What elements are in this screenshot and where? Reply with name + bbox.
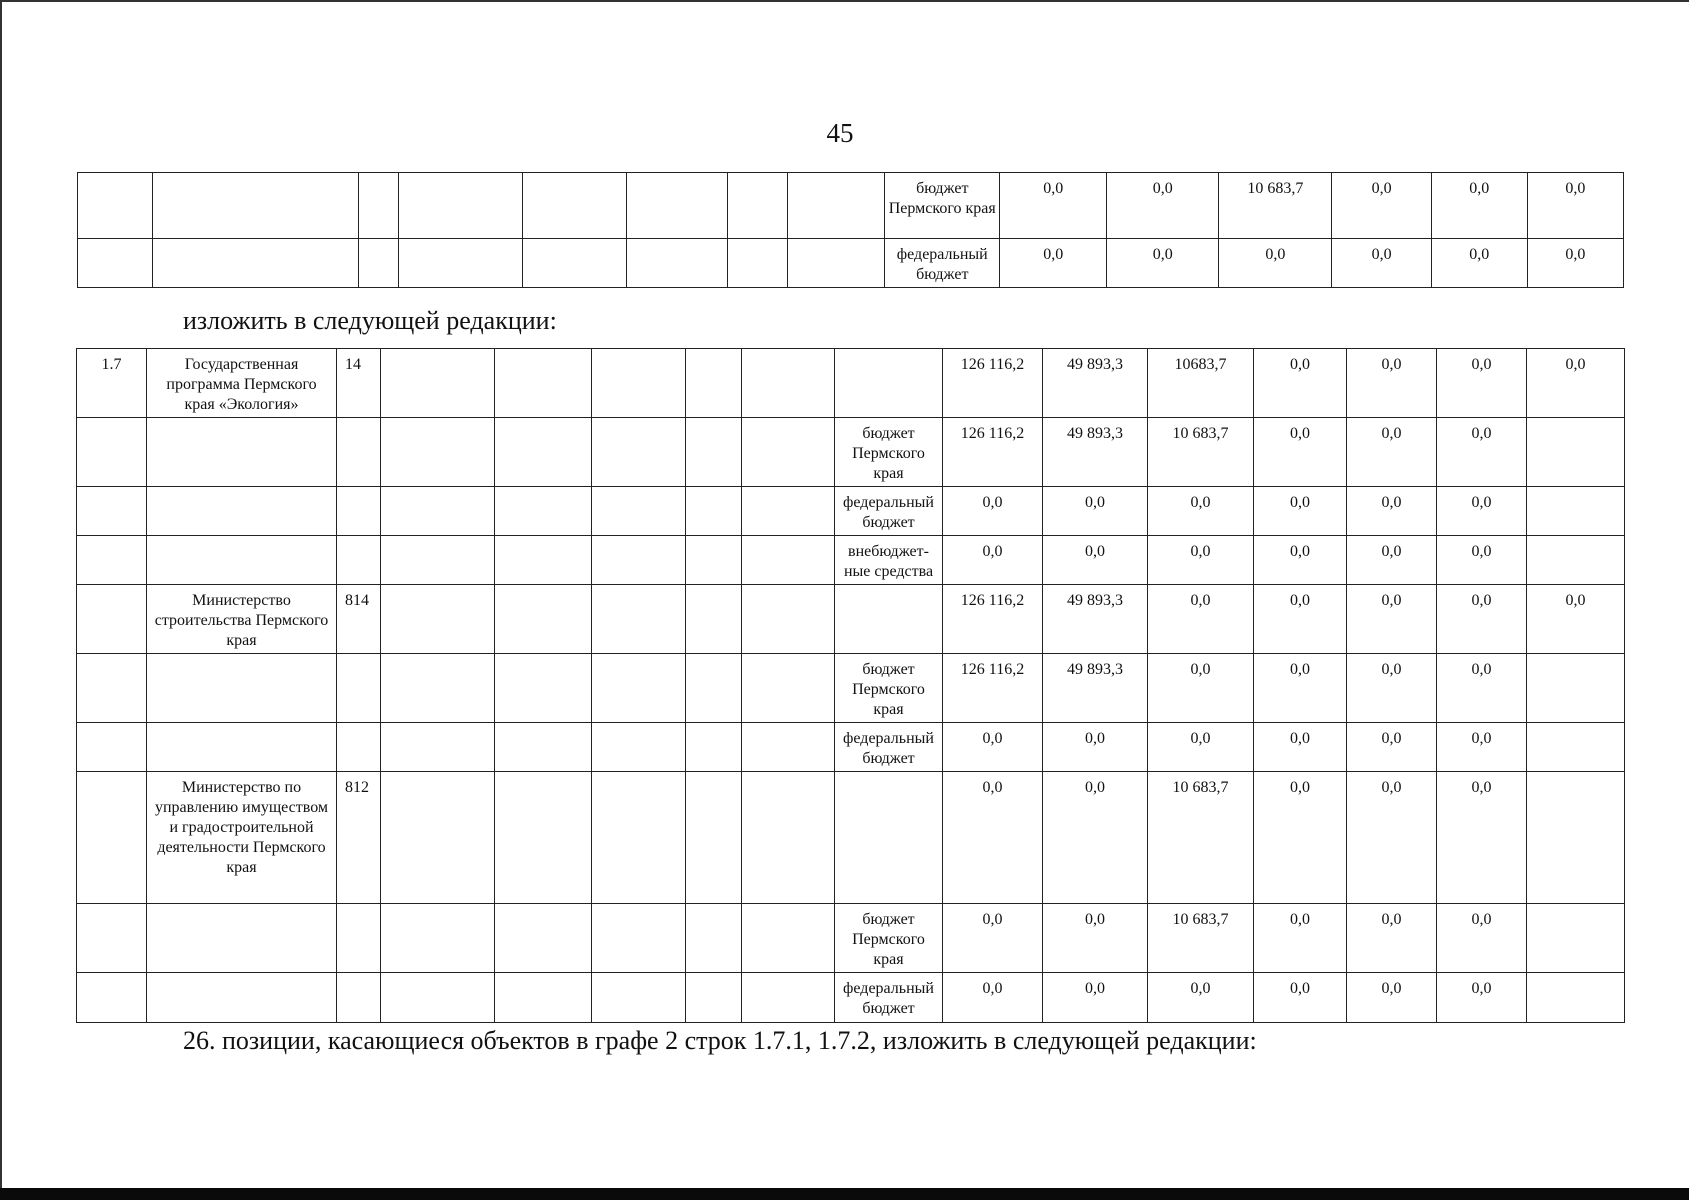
cell-empty: [381, 723, 495, 772]
cell-empty: [742, 585, 835, 654]
cell-name: [147, 487, 337, 536]
cell-empty: [592, 723, 686, 772]
cell-empty: [592, 349, 686, 418]
table-row: [78, 173, 1624, 239]
cell-empty: [686, 536, 742, 585]
cell-empty: [381, 654, 495, 723]
cell-value-3: 0,0: [1148, 723, 1254, 772]
cell-empty: [495, 973, 592, 1023]
table-row: [77, 418, 1625, 487]
cell-code: [337, 536, 381, 585]
cell-empty: [742, 349, 835, 418]
cell-value-1: 0,0: [943, 536, 1043, 585]
cell-value-2: 0,0: [1043, 973, 1148, 1023]
cell-empty: [787, 173, 884, 239]
cell-value-2: 0,0: [1043, 723, 1148, 772]
cell-value-2: 0,0: [1043, 772, 1148, 904]
cell-empty: [742, 904, 835, 973]
table-main: [76, 348, 1625, 1023]
cell-name: Государственная программа Пермского края «Экология»: [147, 349, 337, 418]
cell-value-3: 10 683,7: [1148, 904, 1254, 973]
cell-empty: [742, 536, 835, 585]
cell-name: [147, 904, 337, 973]
section-heading: 26. позиции, касающиеся объектов в графе 2 строк 1.7.1, 1.7.2, изложить в следующей редакции:: [183, 1026, 1257, 1055]
cell-value-4: 0,0: [1254, 585, 1347, 654]
cell-name: [147, 536, 337, 585]
table-top: [77, 172, 1624, 288]
cell-value-6: 0,0: [1437, 723, 1527, 772]
cell-source: внебюджет-ные средства: [835, 536, 943, 585]
cell-value-6: 0,0: [1437, 772, 1527, 904]
cell-value-4: 0,0: [1332, 239, 1431, 288]
cell-source: бюджет Пермского края: [835, 654, 943, 723]
cell-value-5: 0,0: [1431, 173, 1527, 239]
cell-value-3: 0,0: [1148, 973, 1254, 1023]
cell-empty: [592, 973, 686, 1023]
cell-empty: [592, 654, 686, 723]
cell-code: 14: [337, 349, 381, 418]
cell-value-1: 0,0: [943, 973, 1043, 1023]
cell-empty: [495, 654, 592, 723]
cell-value-7: [1527, 723, 1625, 772]
cell-name: [152, 239, 358, 288]
cell-source: [835, 349, 943, 418]
cell-empty: [626, 173, 727, 239]
cell-value-4: 0,0: [1254, 536, 1347, 585]
cell-value-5: 0,0: [1347, 723, 1437, 772]
cell-empty: [592, 585, 686, 654]
cell-empty: [592, 536, 686, 585]
table-row: [77, 536, 1625, 585]
cell-value-5: 0,0: [1347, 772, 1437, 904]
cell-code: [358, 239, 399, 288]
cell-num: [78, 239, 153, 288]
cell-empty: [495, 585, 592, 654]
cell-value-7: 0,0: [1527, 349, 1625, 418]
cell-source: бюджет Пермского края: [835, 904, 943, 973]
cell-value-5: 0,0: [1347, 973, 1437, 1023]
cell-empty: [686, 973, 742, 1023]
cell-empty: [728, 239, 788, 288]
cell-name: [147, 418, 337, 487]
cell-value-3: 0,0: [1148, 585, 1254, 654]
cell-code: [337, 973, 381, 1023]
cell-value-2: 0,0: [1043, 904, 1148, 973]
cell-value-1: 126 116,2: [943, 349, 1043, 418]
cell-num: [77, 585, 147, 654]
cell-value-3: 0,0: [1148, 487, 1254, 536]
cell-empty: [742, 973, 835, 1023]
cell-name: [152, 173, 358, 239]
cell-empty: [742, 772, 835, 904]
table-row: [77, 585, 1625, 654]
cell-empty: [686, 487, 742, 536]
cell-empty: [742, 723, 835, 772]
cell-code: [337, 487, 381, 536]
cell-value-7: [1527, 772, 1625, 904]
cell-value-4: 0,0: [1254, 973, 1347, 1023]
cell-value-7: 0,0: [1527, 585, 1625, 654]
cell-value-5: 0,0: [1347, 904, 1437, 973]
cell-num: [77, 772, 147, 904]
cell-value-3: 10683,7: [1148, 349, 1254, 418]
cell-code: 812: [337, 772, 381, 904]
cell-value-2: 0,0: [1043, 487, 1148, 536]
cell-empty: [523, 173, 627, 239]
table-row: [77, 772, 1625, 904]
cell-value-6: 0,0: [1437, 418, 1527, 487]
cell-empty: [381, 585, 495, 654]
cell-value-1: 0,0: [943, 487, 1043, 536]
cell-value-2: 49 893,3: [1043, 654, 1148, 723]
cell-num: [77, 973, 147, 1023]
cell-empty: [592, 487, 686, 536]
cell-value-7: [1527, 654, 1625, 723]
cell-empty: [495, 487, 592, 536]
cell-value-2: 49 893,3: [1043, 349, 1148, 418]
cell-empty: [381, 349, 495, 418]
cell-value-5: 0,0: [1431, 239, 1527, 288]
cell-value-7: [1527, 418, 1625, 487]
cell-value-6: 0,0: [1437, 487, 1527, 536]
cell-empty: [686, 349, 742, 418]
cell-value-6: 0,0: [1437, 904, 1527, 973]
cell-empty: [495, 349, 592, 418]
cell-empty: [495, 536, 592, 585]
cell-code: 814: [337, 585, 381, 654]
cell-source: федеральный бюджет: [885, 239, 1000, 288]
cell-value-4: 0,0: [1332, 173, 1431, 239]
cell-empty: [686, 654, 742, 723]
scan-bottom-edge: [0, 1188, 1689, 1200]
cell-name: [147, 973, 337, 1023]
cell-value-1: 126 116,2: [943, 585, 1043, 654]
cell-value-3: 0,0: [1148, 536, 1254, 585]
cell-value-4: 0,0: [1254, 349, 1347, 418]
cell-empty: [381, 487, 495, 536]
cell-value-4: 0,0: [1254, 654, 1347, 723]
cell-num: [77, 654, 147, 723]
cell-empty: [626, 239, 727, 288]
cell-source: бюджет Пермского края: [835, 418, 943, 487]
cell-value-1: 0,0: [1000, 239, 1107, 288]
cell-num: [77, 723, 147, 772]
cell-value-6: 0,0: [1437, 349, 1527, 418]
cell-value-6: 0,0: [1527, 239, 1623, 288]
cell-empty: [686, 904, 742, 973]
table-row: [77, 904, 1625, 973]
cell-empty: [686, 723, 742, 772]
cell-value-3: 10 683,7: [1148, 418, 1254, 487]
cell-value-1: 0,0: [1000, 173, 1107, 239]
cell-empty: [787, 239, 884, 288]
cell-value-2: 49 893,3: [1043, 585, 1148, 654]
page-number: 45: [826, 118, 854, 148]
cell-code: [337, 654, 381, 723]
cell-name: Министерство строительства Пермского края: [147, 585, 337, 654]
cell-source: федеральный бюджет: [835, 723, 943, 772]
cell-source: федеральный бюджет: [835, 487, 943, 536]
cell-num: [78, 173, 153, 239]
cell-value-2: 0,0: [1107, 239, 1219, 288]
cell-value-2: 49 893,3: [1043, 418, 1148, 487]
cell-value-6: 0,0: [1437, 536, 1527, 585]
cell-source: [835, 772, 943, 904]
cell-value-6: 0,0: [1437, 654, 1527, 723]
cell-value-3: 10 683,7: [1219, 173, 1332, 239]
table-row: [78, 239, 1624, 288]
table-row: [77, 973, 1625, 1023]
cell-empty: [742, 487, 835, 536]
cell-empty: [495, 723, 592, 772]
cell-empty: [742, 418, 835, 487]
cell-value-3: 0,0: [1148, 654, 1254, 723]
cell-empty: [592, 772, 686, 904]
cell-value-4: 0,0: [1254, 418, 1347, 487]
cell-empty: [686, 772, 742, 904]
cell-code: [358, 173, 399, 239]
cell-empty: [495, 772, 592, 904]
cell-value-5: 0,0: [1347, 487, 1437, 536]
cell-num: [77, 904, 147, 973]
cell-value-6: 0,0: [1437, 585, 1527, 654]
cell-empty: [686, 585, 742, 654]
cell-value-1: 0,0: [943, 723, 1043, 772]
cell-name: Министерство по управлению имуществом и градостроительной деятельности Пермского края: [147, 772, 337, 904]
table-row: [77, 723, 1625, 772]
cell-source: бюджет Пермского края: [885, 173, 1000, 239]
cell-empty: [592, 418, 686, 487]
cell-num: [77, 536, 147, 585]
cell-value-5: 0,0: [1347, 349, 1437, 418]
cell-empty: [381, 973, 495, 1023]
cell-value-6: 0,0: [1527, 173, 1623, 239]
cell-code: [337, 723, 381, 772]
cell-value-4: 0,0: [1254, 723, 1347, 772]
cell-name: [147, 723, 337, 772]
cell-empty: [381, 904, 495, 973]
cell-value-7: [1527, 904, 1625, 973]
table-row: [77, 349, 1625, 418]
cell-source: [835, 585, 943, 654]
cell-value-3: 10 683,7: [1148, 772, 1254, 904]
cell-value-7: [1527, 487, 1625, 536]
cell-value-5: 0,0: [1347, 418, 1437, 487]
cell-empty: [381, 418, 495, 487]
cell-empty: [495, 904, 592, 973]
cell-value-7: [1527, 973, 1625, 1023]
table-row: [77, 487, 1625, 536]
cell-value-1: 0,0: [943, 772, 1043, 904]
cell-empty: [381, 772, 495, 904]
cell-value-6: 0,0: [1437, 973, 1527, 1023]
cell-empty: [592, 904, 686, 973]
cell-value-3: 0,0: [1219, 239, 1332, 288]
cell-value-7: [1527, 536, 1625, 585]
cell-value-5: 0,0: [1347, 585, 1437, 654]
cell-value-1: 0,0: [943, 904, 1043, 973]
cell-num: [77, 418, 147, 487]
section-heading: изложить в следующей редакции:: [183, 306, 557, 335]
cell-empty: [728, 173, 788, 239]
cell-code: [337, 418, 381, 487]
cell-source: федеральный бюджет: [835, 973, 943, 1023]
cell-code: [337, 904, 381, 973]
cell-num: 1.7: [77, 349, 147, 418]
cell-empty: [686, 418, 742, 487]
cell-value-2: 0,0: [1107, 173, 1219, 239]
cell-empty: [495, 418, 592, 487]
cell-value-4: 0,0: [1254, 772, 1347, 904]
cell-value-1: 126 116,2: [943, 654, 1043, 723]
cell-name: [147, 654, 337, 723]
cell-value-5: 0,0: [1347, 536, 1437, 585]
cell-value-1: 126 116,2: [943, 418, 1043, 487]
cell-empty: [742, 654, 835, 723]
cell-empty: [399, 239, 523, 288]
cell-empty: [399, 173, 523, 239]
cell-value-2: 0,0: [1043, 536, 1148, 585]
cell-empty: [523, 239, 627, 288]
cell-empty: [381, 536, 495, 585]
table-row: [77, 654, 1625, 723]
cell-value-4: 0,0: [1254, 904, 1347, 973]
cell-value-5: 0,0: [1347, 654, 1437, 723]
cell-value-4: 0,0: [1254, 487, 1347, 536]
cell-num: [77, 487, 147, 536]
